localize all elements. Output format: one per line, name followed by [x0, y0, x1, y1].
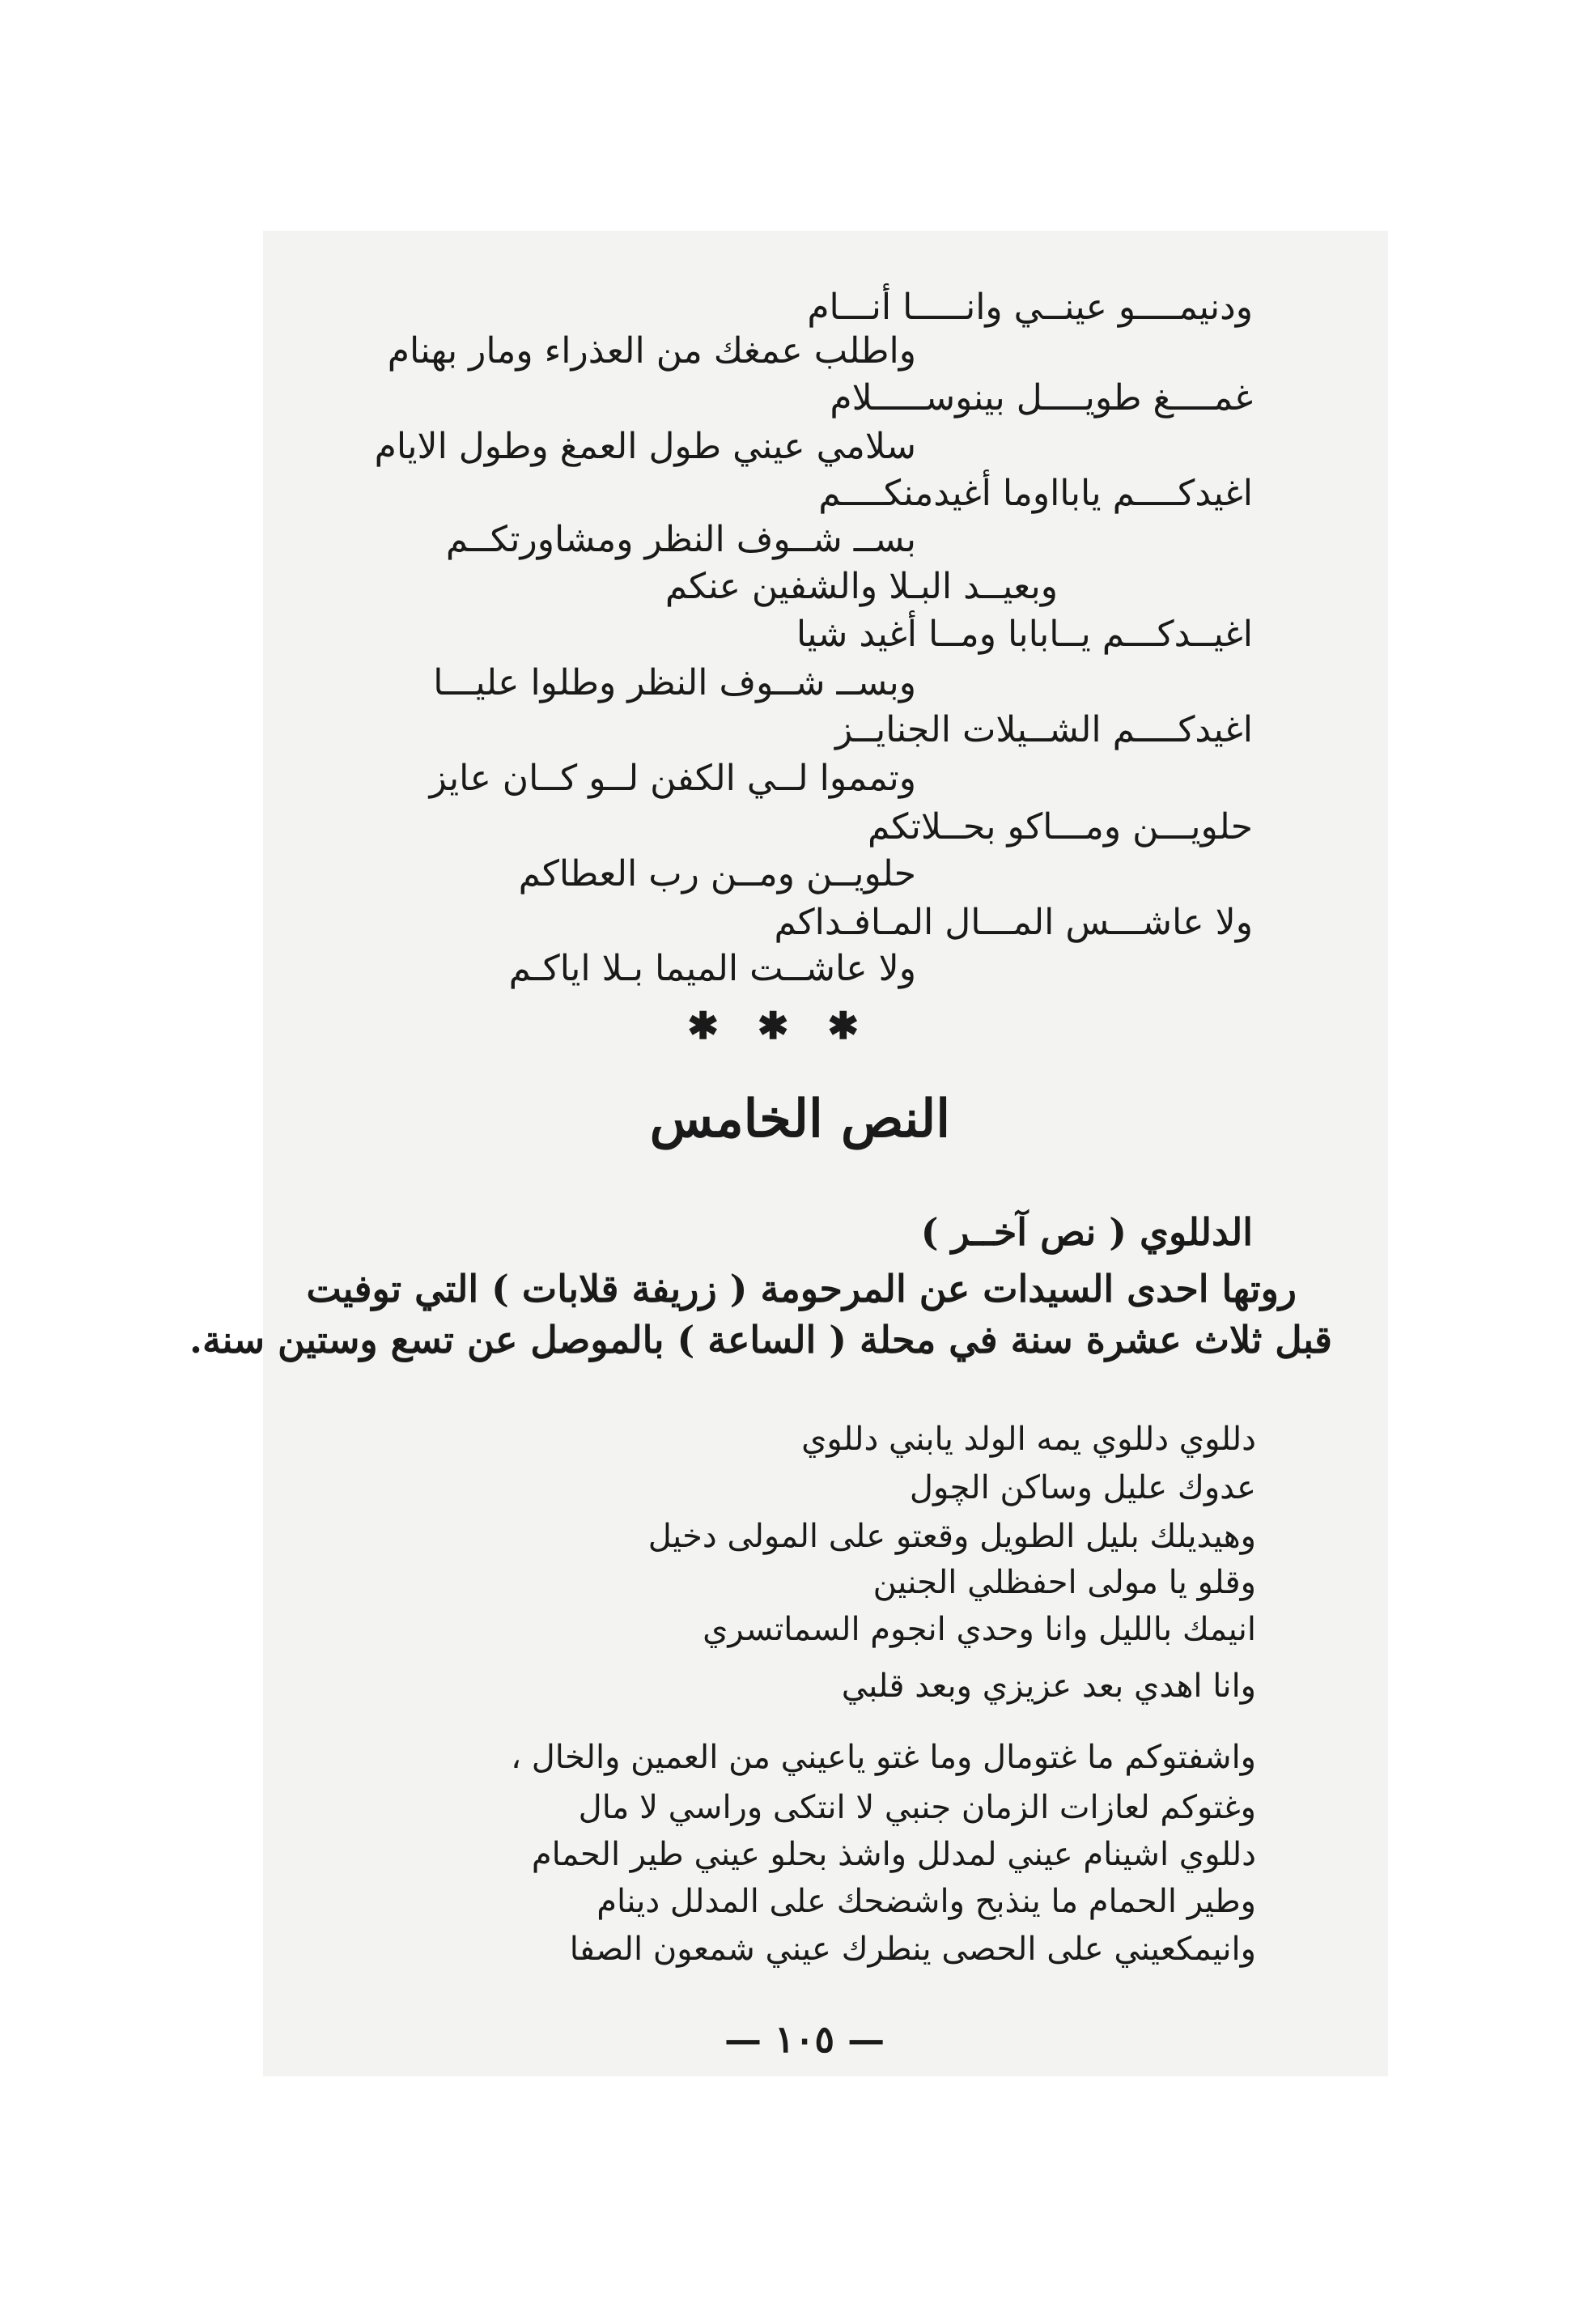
section-title: النص الخامس	[649, 1089, 950, 1149]
intro-line: روتها احدى السيدات عن المرحومة ( زريفة قلابات ) التي توفيت	[306, 1267, 1297, 1311]
lullaby-line: واشفتوكم ما غتومال وما غتو ياعيني من العمين والخال ،	[511, 1739, 1256, 1776]
lullaby-line: وهيديلك بليل الطويل وقعتو على المولى دخيل	[647, 1518, 1256, 1555]
poem-line: اغيدكــــم يابااوما أغيدمنكــــم	[818, 473, 1253, 514]
poem-line: اغيــدكـــم يــابابا ومــا أغيد شيا	[796, 614, 1253, 655]
lullaby-line: عدوك عليل وساكن الچول	[909, 1469, 1256, 1506]
poem-line: غمــــغ طويــــل بينوســـــلام	[830, 377, 1253, 418]
lullaby-line: دللوي اشينام عيني لمدلل واشذ بحلو عيني طير الحمام	[531, 1836, 1256, 1873]
poem-line: سلامي عيني طول العمغ وطول الايام	[374, 426, 916, 467]
poem-line: حلويـــن ومـــاكو بحــلاتكم	[868, 806, 1253, 848]
poem-line: وبعيــد البـلا والشفين عنكم	[664, 566, 1058, 607]
lullaby-line: انيمك بالليل وانا وحدي انجوم السماتسري	[703, 1611, 1256, 1648]
subheading: الدللوي ( نص آخــر )	[920, 1210, 1253, 1254]
lullaby-line: وانا اهدي بعد عزيزي وبعد قلبي	[841, 1668, 1256, 1705]
poem-line: واطلب عمغك من العذراء ومار بهنام	[387, 330, 916, 372]
lullaby-line: وغتوكم لعازات الزمان جنبي لا انتكى وراسي لا مال	[578, 1789, 1256, 1826]
poem-line: ودنيمــــو عينــي وانـــــا أنـــام	[807, 287, 1253, 328]
page-number: — ١٠٥ —	[724, 2017, 885, 2061]
poem-line: ولا عاشـــس المـــال المـافـداكم	[774, 902, 1253, 943]
lullaby-line: وقلو يا مولى احفظلي الجنين	[872, 1564, 1256, 1601]
lullaby-line: دللوي دللوي يمه الولد يابني دللوي	[801, 1421, 1256, 1458]
section-separator: ✱ ✱ ✱	[687, 1004, 872, 1047]
poem-line: وبســ شــوف النظر وطلوا عليـــا	[433, 662, 916, 703]
poem-line: بســ شــوف النظر ومشاورتكــم	[445, 519, 916, 560]
poem-line: اغيدكــــم الشــيلات الجنايــز	[834, 709, 1253, 750]
poem-line: ولا عاشــت الميما بـلا اياكـم	[508, 948, 916, 989]
poem-line: وتمموا لــي الكفن لــو كــان عايز	[429, 758, 916, 799]
lullaby-line: وطير الحمام ما ينذبح واشضحك على المدلل دينام	[596, 1883, 1256, 1920]
intro-line: قبل ثلاث عشرة سنة في محلة ( الساعة ) بالموصل عن تسع وستين سنة.	[189, 1318, 1332, 1362]
lullaby-line: وانيمكعيني على الحصى ينطرك عيني شمعون الصفا	[569, 1931, 1256, 1968]
poem-line: حلويــن ومــن رب العطاكم	[518, 853, 916, 894]
